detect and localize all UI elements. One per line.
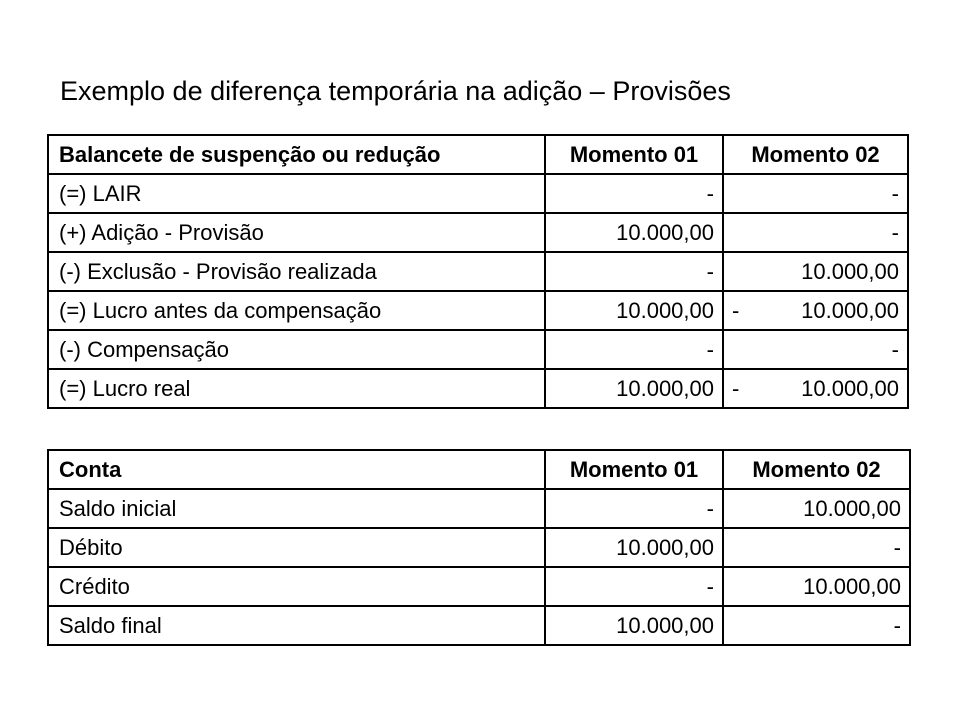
- momento-02-value: 10.000,00: [801, 297, 899, 323]
- momento-02-sign: -: [732, 297, 740, 323]
- conta-table: [47, 449, 911, 646]
- momento-02-value: 10.000,00: [801, 375, 899, 401]
- momento-01-value: -: [545, 489, 723, 528]
- header-cell: Balancete de suspenção ou redução: [48, 135, 545, 174]
- momento-02-cell: -: [723, 174, 908, 213]
- momento-01-value: 10.000,00: [545, 291, 723, 330]
- momento-01-value: 10.000,00: [545, 213, 723, 252]
- table-row: [48, 213, 908, 252]
- header-cell: Momento 01: [545, 135, 723, 174]
- header-cell: Momento 02: [723, 450, 910, 489]
- momento-01-value: 10.000,00: [545, 369, 723, 408]
- row-label: (-) Exclusão - Provisão realizada: [48, 252, 545, 291]
- slide-title: Exemplo de diferença temporária na adição – Provisões: [60, 76, 731, 106]
- row-label: Crédito: [48, 567, 545, 606]
- row-label: (+) Adição - Provisão: [48, 213, 545, 252]
- momento-02-cell: [723, 369, 908, 408]
- table-row: [48, 291, 908, 330]
- row-label: Débito: [48, 528, 545, 567]
- momento-01-value: 10.000,00: [545, 528, 723, 567]
- balancete-table: [47, 134, 909, 409]
- momento-02-wrap: [732, 376, 899, 402]
- momento-02-cell: -: [723, 213, 908, 252]
- momento-01-value: -: [545, 252, 723, 291]
- momento-02-cell: -: [723, 330, 908, 369]
- table-row: [48, 567, 910, 606]
- momento-01-value: -: [545, 330, 723, 369]
- row-label: Saldo final: [48, 606, 545, 645]
- header-cell: Momento 01: [545, 450, 723, 489]
- momento-02-value: -: [723, 606, 910, 645]
- header-cell: Conta: [48, 450, 545, 489]
- momento-01-value: -: [545, 174, 723, 213]
- row-label: Saldo inicial: [48, 489, 545, 528]
- momento-02-value: 10.000,00: [723, 489, 910, 528]
- table-row: [48, 174, 908, 213]
- row-label: (=) Lucro antes da compensação: [48, 291, 545, 330]
- momento-02-value: 10.000,00: [723, 567, 910, 606]
- table-header-row: [48, 135, 908, 174]
- table-row: [48, 528, 910, 567]
- header-cell: Momento 02: [723, 135, 908, 174]
- momento-01-value: -: [545, 567, 723, 606]
- momento-02-cell: 10.000,00: [723, 252, 908, 291]
- row-label: (-) Compensação: [48, 330, 545, 369]
- table-row: [48, 330, 908, 369]
- momento-02-wrap: [732, 298, 899, 324]
- momento-02-sign: -: [732, 375, 740, 401]
- table-row: [48, 369, 908, 408]
- momento-02-value: -: [723, 528, 910, 567]
- table-row: [48, 606, 910, 645]
- table-row: [48, 252, 908, 291]
- momento-02-cell: [723, 291, 908, 330]
- table-header-row: [48, 450, 910, 489]
- momento-01-value: 10.000,00: [545, 606, 723, 645]
- row-label: (=) Lucro real: [48, 369, 545, 408]
- row-label: (=) LAIR: [48, 174, 545, 213]
- table-row: [48, 489, 910, 528]
